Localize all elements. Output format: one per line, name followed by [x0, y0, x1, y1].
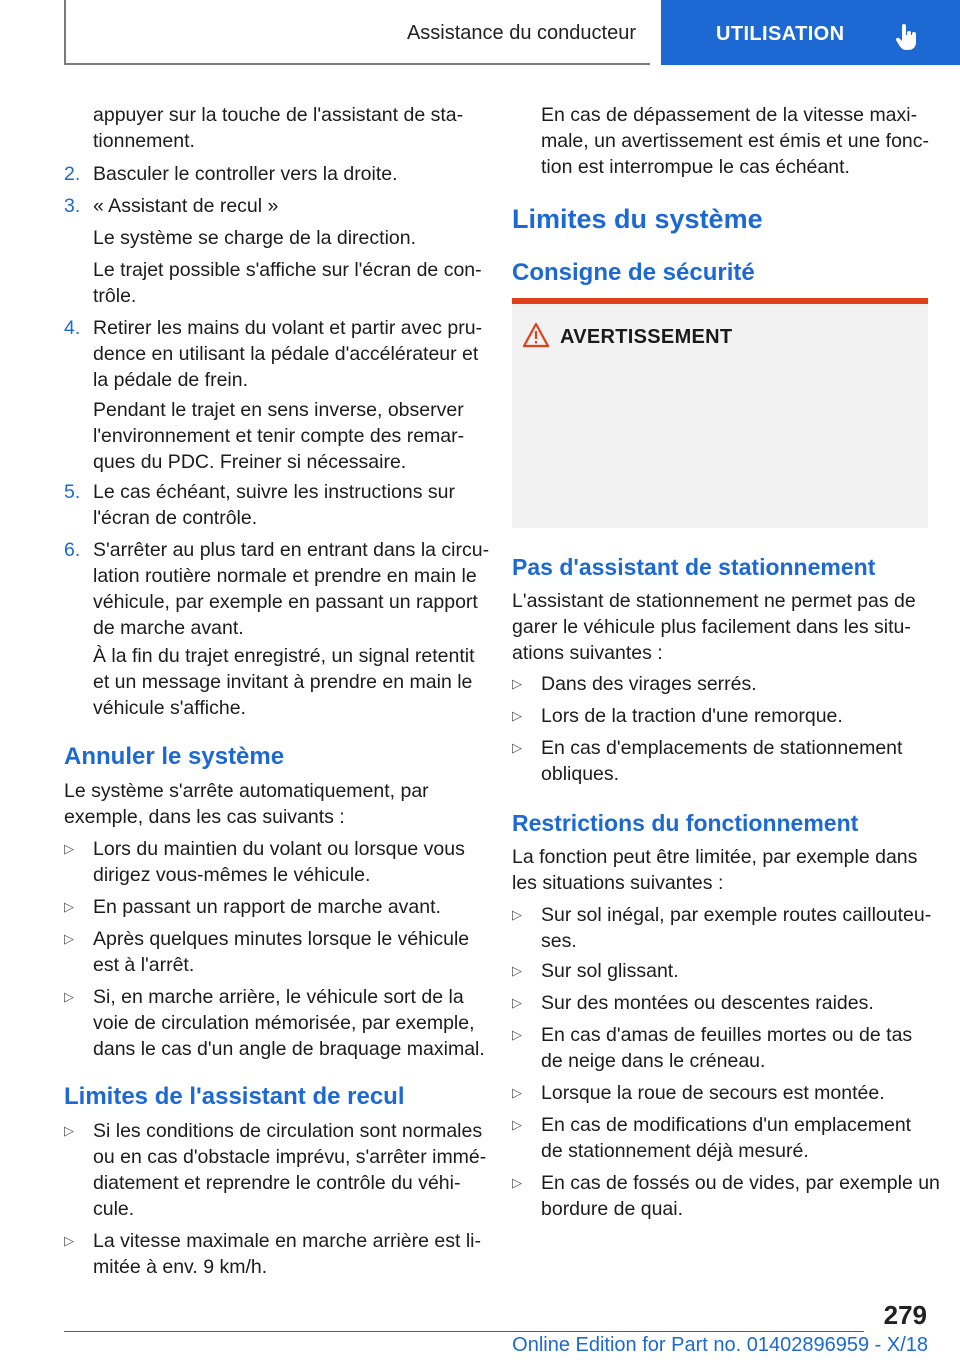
- list-item-text: En cas de fossés ou de vides, par exemple un: [541, 1172, 940, 1194]
- bullet-marker: ▷: [64, 1123, 74, 1138]
- bullet-marker: ▷: [64, 931, 74, 946]
- list-item-text: bordure de quai.: [541, 1198, 684, 1220]
- step-text: « Assistant de recul »: [93, 195, 279, 217]
- step-text: S'arrêter au plus tard en entrant dans la circu-: [93, 539, 490, 561]
- bullet-marker: ▷: [512, 907, 522, 922]
- list-item-text: de neige dans le créneau.: [541, 1050, 766, 1072]
- paragraph-text: tion est interrompue le cas échéant.: [541, 156, 850, 178]
- bullet-marker: ▷: [512, 708, 522, 723]
- list-item-text: ou en cas d'obstacle imprévu, s'arrêter immé-: [93, 1146, 487, 1168]
- bullet-marker: ▷: [512, 1027, 522, 1042]
- list-item-text: Sur des montées ou descentes raides.: [541, 992, 874, 1014]
- paragraph-text: exemple, dans les cas suivants :: [64, 806, 345, 828]
- step-number: 4.: [64, 317, 81, 339]
- page-number: 279: [883, 1300, 927, 1330]
- step-text: dence en utilisant la pédale d'accélérateur et: [93, 343, 479, 365]
- bullet-marker: ▷: [512, 676, 522, 691]
- step-text: la pédale de frein.: [93, 369, 249, 391]
- step-text: À la fin du trajet enregistré, un signal retentit: [93, 645, 475, 667]
- step-text: et un message invitant à prendre en main le: [93, 671, 473, 693]
- list-item-text: dans le cas d'un angle de braquage maximal.: [93, 1038, 485, 1060]
- header-tab-label: UTILISATION: [716, 23, 845, 45]
- step-text: Le cas échéant, suivre les instructions sur: [93, 481, 456, 503]
- header-section-title: Assistance du conducteur: [406, 22, 636, 44]
- list-item-text: Après quelques minutes lorsque le véhicule: [93, 928, 470, 950]
- list-item-text: Dans des virages serrés.: [541, 673, 757, 695]
- list-item-text: Lors de la traction d'une remorque.: [541, 705, 843, 727]
- step-text: l'environnement et tenir compte des remar-: [93, 425, 465, 447]
- step-text: de marche avant.: [93, 617, 244, 639]
- list-item-text: Si les conditions de circulation sont normales: [93, 1120, 483, 1142]
- paragraph-text: Le système s'arrête automatiquement, par: [64, 780, 429, 802]
- list-item-text: dirigez vous-mêmes le véhicule.: [93, 864, 371, 886]
- paragraph-text: L'assistant de stationnement ne permet pas de: [512, 590, 916, 612]
- heading-restrictions: Restrictions du fonctionnement: [512, 810, 859, 836]
- step-text: véhicule, par exemple en passant un rapport: [93, 591, 478, 613]
- footer-edition: Online Edition for Part no. 01402896959 - X/18: [512, 1334, 928, 1356]
- list-item-text: voie de circulation mémorisée, par exemple,: [93, 1012, 475, 1034]
- header-rule-bottom: [64, 63, 650, 65]
- paragraph-text: ations suivantes :: [512, 642, 663, 664]
- list-item-text: ses.: [541, 930, 577, 952]
- list-item-text: cule.: [93, 1198, 135, 1220]
- step-text: appuyer sur la touche de l'assistant de sta-: [93, 104, 464, 126]
- header-tab[interactable]: [661, 0, 960, 65]
- step-text: l'écran de contrôle.: [93, 507, 258, 529]
- list-item-text: Sur sol inégal, par exemple routes caillouteu-: [541, 904, 932, 926]
- step-number: 5.: [64, 481, 81, 503]
- step-number: 3.: [64, 195, 81, 217]
- list-item-text: diatement et reprendre le contrôle du véhi-: [93, 1172, 461, 1194]
- step-text: ques du PDC. Freiner si nécessaire.: [93, 451, 407, 473]
- paragraph-text: male, un avertissement est émis et une fonc-: [541, 130, 930, 152]
- paragraph-text: garer le véhicule plus facilement dans les situ-: [512, 616, 911, 638]
- paragraph-text: En cas de dépassement de la vitesse maxi-: [541, 104, 918, 126]
- list-item-text: Lors du maintien du volant ou lorsque vous: [93, 838, 465, 860]
- heading-consigne: Consigne de sécurité: [512, 259, 755, 286]
- list-item-text: mitée à env. 9 km/h.: [93, 1256, 268, 1278]
- warning-triangle-icon: [522, 322, 550, 348]
- heading-pas-assistant: Pas d'assistant de stationnement: [512, 554, 876, 580]
- bullet-marker: ▷: [64, 989, 74, 1004]
- step-text: véhicule s'affiche.: [93, 697, 246, 719]
- warning-title: AVERTISSEMENT: [560, 326, 733, 348]
- footer-rule: [64, 1331, 864, 1332]
- list-item-text: Lorsque la roue de secours est montée.: [541, 1082, 885, 1104]
- bullet-marker: ▷: [512, 995, 522, 1010]
- step-text: Basculer le controller vers la droite.: [93, 163, 398, 185]
- list-item-text: de stationnement déjà mesuré.: [541, 1140, 809, 1162]
- list-item-text: En cas d'emplacements de stationnement: [541, 737, 903, 759]
- list-item-text: obliques.: [541, 763, 620, 785]
- list-item-text: En cas de modifications d'un emplacement: [541, 1114, 912, 1136]
- bullet-marker: ▷: [64, 899, 74, 914]
- step-text: Retirer les mains du volant et partir avec pru-: [93, 317, 483, 339]
- list-item-text: Si, en marche arrière, le véhicule sort de la: [93, 986, 464, 1008]
- paragraph-text: les situations suivantes :: [512, 872, 724, 894]
- list-item-text: Sur sol glissant.: [541, 960, 679, 982]
- step-number: 6.: [64, 539, 81, 561]
- list-item-text: est à l'arrêt.: [93, 954, 195, 976]
- bullet-marker: ▷: [512, 1117, 522, 1132]
- hand-pointer-icon: [895, 24, 919, 52]
- bullet-marker: ▷: [512, 740, 522, 755]
- step-number: 2.: [64, 163, 81, 185]
- heading-limites-systeme: Limites du système: [512, 204, 763, 234]
- bullet-marker: ▷: [64, 841, 74, 856]
- heading-limites-recul: Limites de l'assistant de recul: [64, 1083, 405, 1110]
- bullet-marker: ▷: [64, 1233, 74, 1248]
- bullet-marker: ▷: [512, 1175, 522, 1190]
- bullet-marker: ▷: [512, 963, 522, 978]
- step-text: Le trajet possible s'affiche sur l'écran de con-: [93, 259, 482, 281]
- step-text: trôle.: [93, 285, 137, 307]
- list-item-text: En passant un rapport de marche avant.: [93, 896, 441, 918]
- bullet-marker: ▷: [512, 1085, 522, 1100]
- step-text: lation routière normale et prendre en main le: [93, 565, 477, 587]
- list-item-text: La vitesse maximale en marche arrière est li-: [93, 1230, 481, 1252]
- step-text: Le système se charge de la direction.: [93, 227, 417, 249]
- heading-annuler: Annuler le système: [64, 743, 285, 770]
- step-text: tionnement.: [93, 130, 195, 152]
- list-item-text: En cas d'amas de feuilles mortes ou de tas: [541, 1024, 913, 1046]
- step-text: Pendant le trajet en sens inverse, observer: [93, 399, 464, 421]
- paragraph-text: La fonction peut être limitée, par exemple dans: [512, 846, 918, 868]
